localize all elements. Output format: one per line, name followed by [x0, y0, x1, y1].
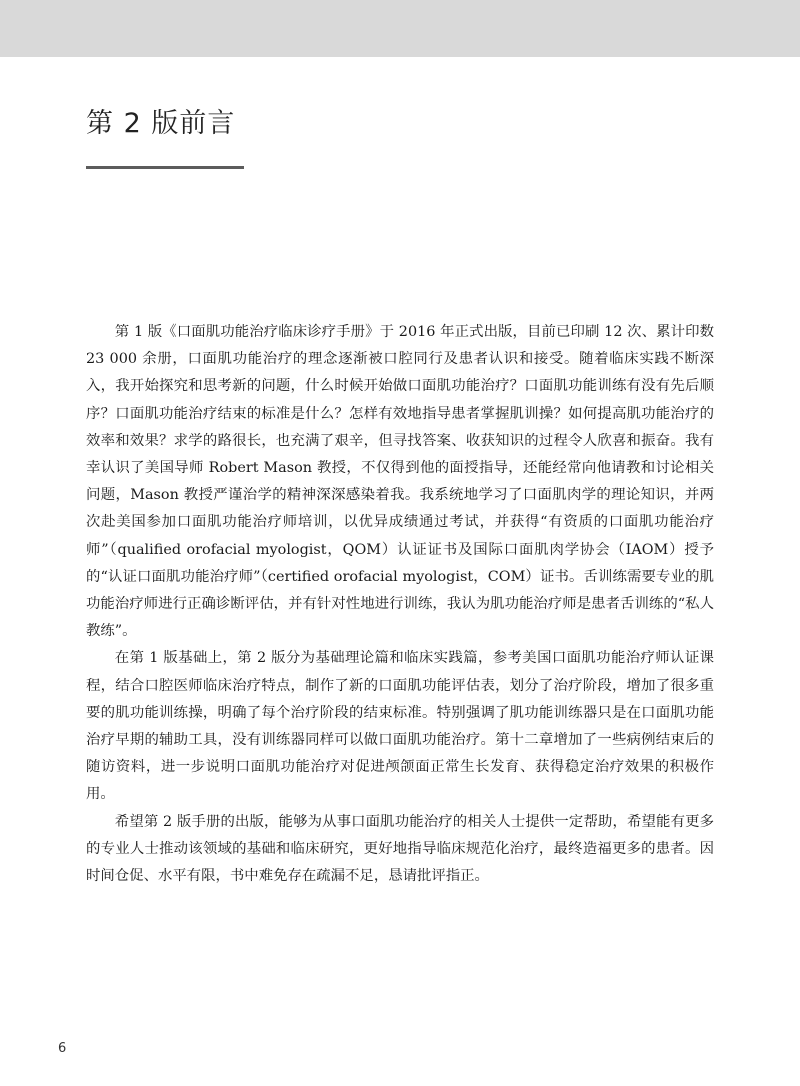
paragraph: 在第 1 版基础上，第 2 版分为基础理论篇和临床实践篇，参考美国口面肌功能治疗师认证课程，结合口腔医师临床治疗特点，制作了新的口面肌功能评估表，划分了治疗阶段，增加了很多重要的肌功能训练操，明确了每个治疗阶段的结束标准。特别强调了肌功能训练器只是在口面肌功能治疗早期的辅助工具，没有训练器同样可以做口面肌功能治疗。第十二章增加了一些病例结束后的随访资料，进一步说明口面肌功能治疗对促进颅颌面正常生长发育、获得稳定治疗效果的积极作用。 — [86, 650, 714, 803]
header-band — [0, 0, 800, 57]
page-title: 第 2 版前言 — [86, 108, 236, 139]
paragraph: 第 1 版《口面肌功能治疗临床诊疗手册》于 2016 年正式出版，目前已印刷 12 次、累计印数 23 000 余册，口面肌功能治疗的理念逐渐被口腔同行及患者认识和接受。随着临床实践不断深入，我开始探究和思考新的问题，什么时候开始做口面肌功能治疗？口面肌功能训练有没有先后顺序？口面肌功能治疗结束的标准是什么？怎样有效地指导患者掌握肌训操？如何提高肌功能治疗的效率和效果？求学的路很长，也充满了艰辛，但寻找答案、收获知识的过程令人欣喜和振奋。我有幸认识了美国导师 Robert Mason 教授，不仅得到他的面授指导，还能经常向他请教和讨论相关问题，Mason 教授严谨治学的精神深深感染着我。我系统地学习了口面肌肉学的理论知识，并两次赴美国参加口面肌功能治疗师培训，以优异成绩通过考试，并获得“有资质的口面肌功能治疗师”（qualified orofacial myologist，QOM）认证证书及国际口面肌肉学协会（IAOM）授予的“认证口面肌功能治疗师”（certified orofacial myologist，COM）证书。舌训练需要专业的肌功能治疗师进行正确诊断评估，并有针对性地进行训练，我认为肌功能治疗师是患者舌训练的“私人教练”。 — [86, 324, 714, 640]
preface-body — [86, 319, 714, 890]
page-number: 6 — [58, 1041, 67, 1056]
title-underline — [86, 166, 244, 169]
paragraph: 希望第 2 版手册的出版，能够为从事口面肌功能治疗的相关人士提供一定帮助，希望能有更多的专业人士推动该领域的基础和临床研究，更好地指导临床规范化治疗，最终造福更多的患者。因时间仓促、水平有限，书中难免存在疏漏不足，恳请批评指正。 — [86, 813, 714, 885]
